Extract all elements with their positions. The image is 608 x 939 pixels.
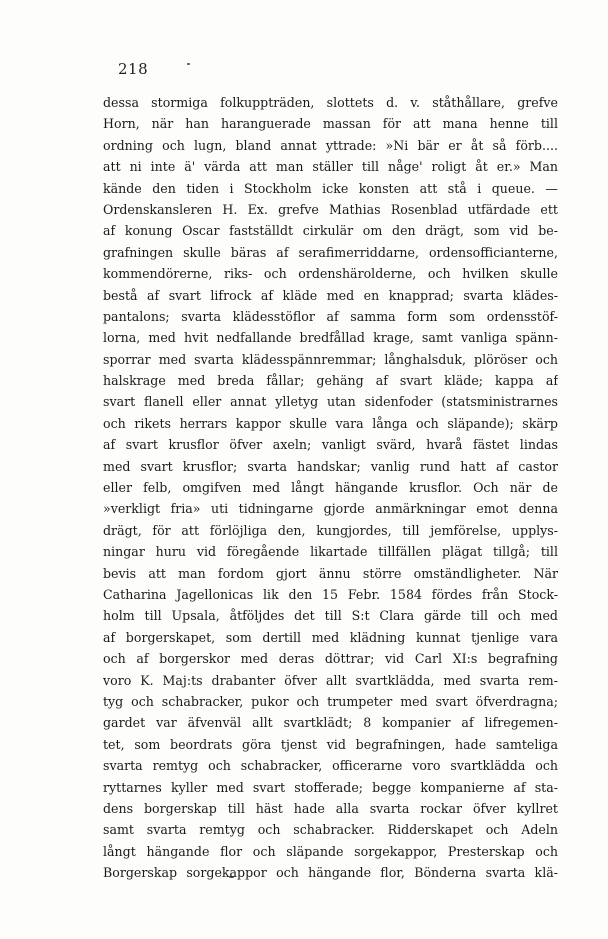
text-line: af borgerskapet, som dertill med klädning kunnat tjenlige vara [103,629,558,645]
text-line: långt hängande flor och släpande sorgekappor, Presterskap och [103,843,558,859]
text-line: samt svarta remtyg och schabracker. Ridderskapet och Adeln [103,822,558,838]
text-line: och rikets herrars kappor skulle vara långa och släpande); skärp [103,415,558,431]
text-line: Borgerskap sorgekappor och hängande flor, Bönderna svarta klä- [103,865,558,881]
text-line: gardet var äfvenväl allt svartklädt; 8 kompanier af lifregemen- [103,715,558,731]
text-line: voro K. Maj:ts drabanter öfver allt svartklädda, med svarta rem- [103,672,558,688]
text-line: sporrar med svarta klädesspännremmar; långhalsduk, plöröser och [103,351,558,367]
text-line: Horn, när han haranguerade massan för att mana henne till [103,116,558,132]
text-line: holm till Upsala, åtföljdes det till S:t Clara gärde till och med [103,608,558,624]
text-line: eller felb, omgifven med långt hängande krusflor. Och när de [103,480,558,496]
text-line: bestå af svart lifrock af kläde med en knapprad; svarta klädes- [103,287,558,303]
text-line: svart flanell eller annat ylletyg utan sidenfoder (statsministrarnes [103,394,558,410]
text-line: kommendörerne, riks- och ordenshärolderne, och hvilken skulle [103,266,558,282]
text-line: att ni inte ä' värda att man ställer till någe' roligt åt er.» Man [103,159,558,175]
text-line: bevis att man fordom gjort ännu större omständligheter. När [103,565,558,581]
text-line: »verkligt fria» uti tidningarne gjorde anmärkningar emot denna [103,501,558,517]
ink-speck [187,63,190,65]
body-text [103,92,558,883]
text-line: grafningen skulle bäras af serafimerriddarne, ordensofficianterne, [103,244,558,260]
text-line: svarta remtyg och schabracker, officerarne voro svartklädda och [103,758,558,774]
page-number: 218 [118,60,149,78]
text-line: dens borgerskap till häst hade alla svarta rockar öfver kyllret [103,800,558,816]
text-line: halskrage med breda fållar; gehäng af svart kläde; kappa af [103,373,558,389]
text-line: dessa stormiga folkuppträden, slottets d. v. ståthållare, grefve [103,95,558,110]
text-line: af svart krusflor öfver axeln; vanligt svärd, hvarå fästet lindas [103,437,558,453]
text-line: lorna, med hvit nedfallande bredfållad krage, samt vanliga spänn- [103,330,558,346]
text-line: af konung Oscar fastställdt cirkulär om den drägt, som vid be- [103,223,558,239]
text-line: tet, som beordrats göra tjenst vid begrafningen, hade samteliga [103,736,558,752]
text-line: ryttarnes kyller med svart stofferade; begge kompanierne af sta- [103,779,558,795]
text-line: drägt, för att förlöjliga den, kungjordes, till jemförelse, upplys- [103,522,558,538]
text-line: och af borgerskor med deras döttrar; vid Carl XI:s begrafning [103,651,558,667]
text-line: med svart krusflor; svarta handskar; vanlig rund hatt af castor [103,458,558,474]
text-line: pantalons; svarta klädesstöflor af samma form som ordensstöf- [103,308,558,324]
text-line: kände den tiden i Stockholm icke konsten att stå i queue. — [103,180,558,196]
text-line: ordning och lugn, bland annat yttrade: »Ni bär er åt så förb.... [103,137,558,153]
text-line: tyg och schabracker, pukor och trumpeter med svart öfverdragna; [103,693,558,709]
text-line: ningar huru vid föregående likartade tillfällen plägat tillgå; till [103,544,558,560]
text-line: Ordenskansleren H. Ex. grefve Mathias Rosenblad utfärdade ett [103,201,558,217]
text-line: Catharina Jagellonicas lik den 15 Febr. 1584 fördes från Stock- [103,586,558,602]
